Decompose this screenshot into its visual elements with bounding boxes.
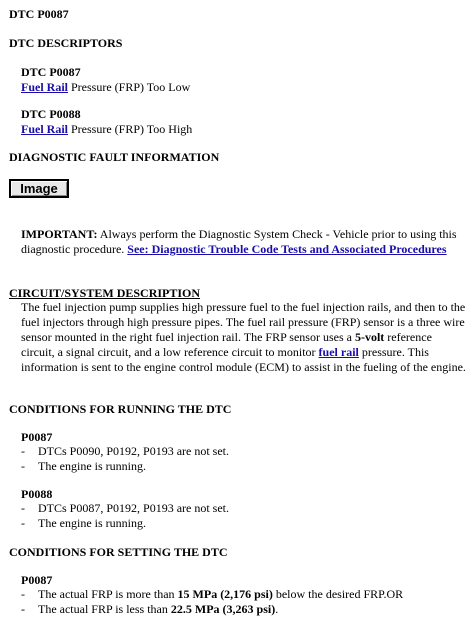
list-text: The actual FRP is less than [38,602,171,616]
circuit-bold: 5-volt [354,330,385,344]
important-label: IMPORTANT: [21,227,98,241]
dash: - [21,602,25,616]
dash: - [21,444,25,458]
fuel-rail-link[interactable]: fuel rail [318,345,359,359]
descriptor-desc: Pressure (FRP) Too High [68,122,193,136]
list-item [21,516,146,531]
circuit-heading-text: CIRCUIT/SYSTEM DESCRIPTION [9,286,201,300]
list-text: below the desired FRP.OR [272,587,404,601]
circuit-heading [9,286,200,301]
descriptor-code: DTC P0088 [21,107,81,121]
dash: - [21,587,25,601]
important-text: Always perform the Diagnostic System Check - Vehicle prior to using this diagnostic procedure. [21,227,457,256]
running-heading: CONDITIONS FOR RUNNING THE DTC [9,402,232,416]
descriptors-heading: DTC DESCRIPTORS [9,36,123,50]
list-item [21,587,403,602]
list-item [21,444,229,459]
setting-heading: CONDITIONS FOR SETTING THE DTC [9,545,228,559]
circuit-text: reference circuit, a signal circuit, and a low reference circuit to monitor [21,330,432,359]
descriptor-text [21,122,192,137]
diagnostic-tests-link[interactable]: See: Diagnostic Trouble Code Tests and Associated Procedures [127,242,447,256]
circuit-description [21,300,467,375]
circuit-text: pressure. This information is sent to the engine control module (ECM) to assist in the fueling of the engine. [21,345,466,374]
running-p0088-code: P0088 [21,487,53,501]
list-item [21,602,278,617]
descriptor-code: DTC P0087 [21,65,81,79]
descriptor-desc: Pressure (FRP) Too Low [68,80,191,94]
page-title: DTC P0087 [9,7,69,21]
descriptor-p0087 [21,65,190,95]
list-text: . [275,602,279,616]
image-button[interactable]: Image [9,179,69,198]
important-note [21,227,467,257]
list-text: The engine is running. [38,459,146,473]
dash: - [21,516,25,530]
circuit-text: The fuel injection pump supplies high pressure fuel to the fuel injection rails, and then to the fuel injectors through high pressure pipes. The fuel rail pressure (FRP) sensor is a three wire sensor mounted in the right fuel injection rail. The FRP sensor uses a [21,300,466,344]
diag-heading: DIAGNOSTIC FAULT INFORMATION [9,150,220,164]
dash: - [21,501,25,515]
list-text: The actual FRP is more than [38,587,178,601]
running-p0087-code: P0087 [21,430,53,444]
setting-code: P0087 [21,573,53,587]
list-item [21,459,146,474]
list-bold: 15 MPa (2,176 psi) [177,587,273,601]
list-text: DTCs P0087, P0192, P0193 are not set. [38,501,230,515]
fuel-rail-link[interactable]: Fuel Rail [21,122,68,136]
descriptor-p0088 [21,107,192,137]
list-item [21,501,229,516]
list-bold: 22.5 MPa (3,263 psi) [170,602,276,616]
list-text: DTCs P0090, P0192, P0193 are not set. [38,444,230,458]
dash: - [21,459,25,473]
fuel-rail-link[interactable]: Fuel Rail [21,80,68,94]
descriptor-text [21,80,190,95]
list-text: The engine is running. [38,516,146,530]
